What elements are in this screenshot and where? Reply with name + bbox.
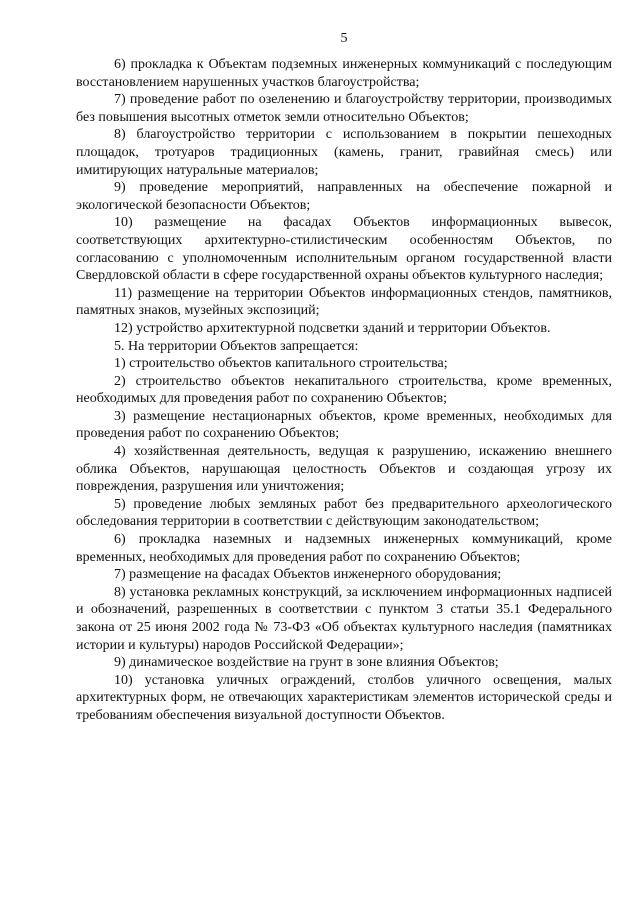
paragraph: 11) размещение на территории Объектов информационных стендов, памятников, памятных знаков, музейных экспозиций; [76,285,612,319]
paragraph: 7) размещение на фасадах Объектов инженерного оборудования; [114,567,502,583]
document-body [76,56,612,725]
paragraph: 8) благоустройство территории с использованием в покрытии пешеходных площадок, тротуаров традиционных (камень, гранит, гравийная смесь) или имитирующих натуральные материалов; [76,127,612,178]
paragraph: 1) строительство объектов капитального строительства; [114,356,448,372]
paragraph: 10) установка уличных ограждений, столбов уличного освещения, малых архитектурных форм, не отвечающих характеристикам элементов исторической среды и требованиям обеспечения визуальной доступности Объектов. [76,672,612,723]
paragraph: 6) прокладка наземных и надземных инженерных коммуникаций, кроме временных, необходимых для проведения работ по сохранению Объектов; [76,532,612,565]
paragraph: 12) устройство архитектурной подсветки зданий и территории Объектов. [114,320,551,336]
paragraph: 7) проведение работ по озеленению и благоустройству территории, производимых без повышения высотных отметок земли относительно Объектов; [76,92,612,125]
paragraph: 4) хозяйственная деятельность, ведущая к разрушению, искажению внешнего облика Объектов, нарушающая целостность Объектов и создающая угрозу их повреждения, разрушения или уничтожения; [76,444,612,495]
paragraph: 8) установка рекламных конструкций, за исключением информационных надписей и обозначений, разрешенных в соответствии с пунктом 3 статьи 35.1 Федерального закона от 25 июня 2002 года № 73-ФЗ «Об объектах культурного наследия (памятниках истории и культуры) народов Российской Федерации»; [76,584,612,653]
paragraph: 5) проведение любых земляных работ без предварительного археологического обследования территории в соответствии с действующим законодательством; [76,496,612,530]
paragraph: 10) размещение на фасадах Объектов информационных вывесок, соответствующих архитектурно-стилистическим особенностям Объектов, по согласованию с уполномоченным исполнительным органом государственной власти Свердловской области в сфере государственной охраны объектов культурного наследия; [76,215,612,284]
paragraph: 9) проведение мероприятий, направленных на обеспечение пожарной и экологической безопасности Объектов; [76,180,612,213]
section-heading: 5. На территории Объектов запрещается: [114,338,359,354]
page-number: 5 [340,31,348,46]
paragraph: 9) динамическое воздействие на грунт в зоне влияния Объектов; [114,655,499,671]
paragraph: 6) прокладка к Объектам подземных инженерных коммуникаций с последующим восстановлением нарушенных участков благоустройства; [76,57,612,90]
paragraph: 2) строительство объектов некапитального строительства, кроме временных, необходимых для проведения работ по сохранению Объектов; [76,373,612,407]
paragraph: 3) размещение нестационарных объектов, кроме временных, необходимых для проведения работ по сохранению Объектов; [76,408,612,442]
